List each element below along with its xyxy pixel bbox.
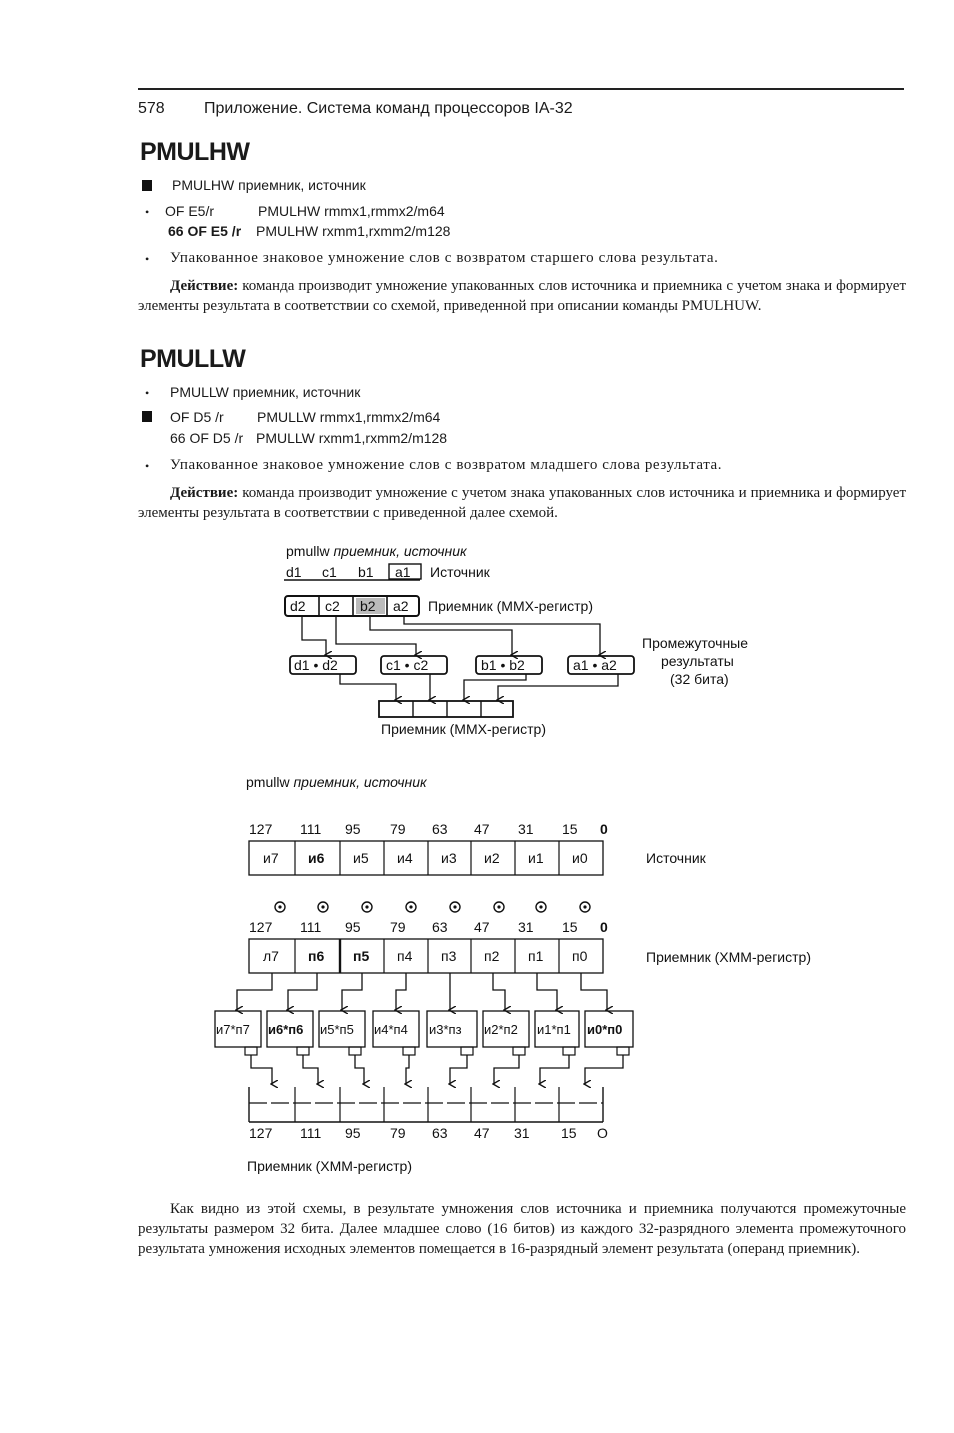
xmm-product-connectors: [237, 973, 607, 1010]
xmm-source-cell: и0: [572, 850, 588, 866]
mmx-result-label: Приемник (MMX-регистр): [381, 721, 546, 737]
dot-bullet-icon: •: [145, 386, 150, 400]
xmm-source-cell: и7: [263, 850, 279, 866]
mmx-products: [290, 656, 634, 674]
mmx-dest-row: [285, 596, 593, 616]
page-number: 578: [138, 100, 165, 117]
bit-label: 79: [390, 821, 406, 837]
xmm-source-cell: и1: [528, 850, 544, 866]
multiply-icon: [450, 902, 460, 912]
pmullw-syntax: PMULLW приемник, источник: [170, 384, 361, 400]
bit-label: 0: [600, 919, 608, 935]
mmx-source-cell: b1: [358, 564, 374, 580]
xmm-dest-cell: п2: [484, 948, 500, 964]
xmm-bit-labels-top: [249, 821, 608, 837]
mmx-intermediate-label-2: результаты: [661, 653, 734, 669]
xmm-bit-labels-mid: [249, 919, 608, 935]
mmx-source-label: Источник: [430, 564, 490, 580]
pmulhw-title: PMULHW: [140, 138, 250, 166]
xmm-result-label: Приемник (XMM-регистр): [247, 1158, 412, 1174]
xmm-source-label: Источник: [646, 850, 706, 866]
bit-label: 127: [249, 919, 273, 935]
mmx-dest-cell: a2: [393, 598, 409, 614]
xmm-source-cell: и6: [308, 850, 325, 866]
pmulhw-syntax: PMULHW приемник, источник: [172, 177, 366, 193]
bit-label: 127: [249, 1125, 273, 1141]
xmm-result-register: [249, 1087, 603, 1122]
xmm-dest-cell: л7: [263, 948, 279, 964]
mmx-connectors: [302, 616, 600, 655]
xmm-product: и2*п2: [484, 1022, 518, 1037]
pmullw-action-text: команда производит умножение с учетом знака упакованных слов источника и приемника и формирует элементы результата в соответствии с приведенной далее схемой.: [138, 485, 907, 521]
multiply-icon: [362, 902, 372, 912]
xmm-dest-register: [249, 939, 603, 973]
multiply-icon: [536, 902, 546, 912]
bit-label: 31: [514, 1125, 530, 1141]
pmulhw-instr-2: PMULHW rxmm1,rxmm2/m128: [256, 223, 451, 239]
dot-bullet-icon: •: [145, 205, 150, 219]
pmullw-instr-2: PMULLW rxmm1,rxmm2/m128: [256, 430, 448, 446]
xmm-dest-cell: п0: [572, 948, 588, 964]
mmx-intermediate-label-3: (32 бита): [670, 671, 729, 687]
xmm-bit-labels-bottom: [249, 1125, 608, 1141]
bit-label: 95: [345, 821, 361, 837]
pmullw-title: PMULLW: [140, 345, 246, 373]
xmm-products: [215, 1011, 633, 1055]
bit-label: 47: [474, 919, 490, 935]
xmm-dest-cell: п1: [528, 948, 544, 964]
dot-bullet-icon: •: [145, 252, 150, 266]
xmm-product: и3*пз: [429, 1022, 462, 1037]
xmm-dest-cell: п5: [353, 948, 370, 964]
mmx-intermediate-label-1: Промежуточные: [642, 635, 749, 651]
mmx-source-cell: d1: [286, 564, 302, 580]
xmm-product: и0*п0: [587, 1022, 623, 1037]
pmullw-action-label: Действие:: [170, 485, 239, 501]
pmulhw-opcode-1: OF E5/r: [165, 203, 215, 219]
dot-bullet-icon: •: [145, 459, 150, 473]
xmm-result-connectors: [251, 1055, 623, 1084]
xmm-product: и6*п6: [268, 1022, 304, 1037]
xmm-dest-cell: п6: [308, 948, 325, 964]
pmulhw-description: Упакованное знаковое умножение слов с возвратом старшего слова результата.: [170, 250, 719, 266]
mmx-source-row: [284, 564, 491, 580]
multiply-icon: [580, 902, 590, 912]
running-title: Приложение. Система команд процессоров IA-32: [204, 100, 573, 117]
multiply-icon: [275, 902, 285, 912]
mmx-product: c1 • c2: [386, 657, 429, 673]
bit-label: O: [597, 1125, 608, 1141]
multiply-icon: [494, 902, 504, 912]
xmm-source-cell: и3: [441, 850, 457, 866]
mmx-result-connectors: [340, 674, 618, 700]
xmm-source-register: [249, 841, 603, 875]
bit-label: 127: [249, 821, 273, 837]
bit-label: 0: [600, 821, 608, 837]
multiply-symbols: [275, 902, 590, 912]
pmulhw-instr-1: PMULHW rmmx1,rmmx2/m64: [258, 203, 445, 219]
xmm-source-cell: и4: [397, 850, 413, 866]
bit-label: 95: [345, 1125, 361, 1141]
xmm-dest-label: Приемник (XMM-регистр): [646, 949, 811, 965]
bit-label: 63: [432, 1125, 448, 1141]
pmulhw-action-text: команда производит умножение упакованных слов источника и приемника с учетом знака и формирует элементы результата в соответствии со схемой, приведенной при описании команды PMULHUW.: [138, 278, 907, 314]
mmx-dest-cell: b2: [360, 598, 376, 614]
bit-label: 47: [474, 1125, 490, 1141]
xmm-product: и5*п5: [320, 1022, 354, 1037]
bit-label: 79: [390, 919, 406, 935]
xmm-caption: pmullw приемник, источник: [246, 774, 427, 790]
pmullw-opcode-2: 66 OF D5 /r: [170, 430, 244, 446]
bit-label: 47: [474, 821, 490, 837]
bit-label: 111: [300, 1125, 322, 1141]
xmm-dest-cell: п4: [397, 948, 413, 964]
xmm-product: и4*п4: [374, 1022, 408, 1037]
pmullw-opcode-1: OF D5 /r: [170, 409, 224, 425]
closing-paragraph: Как видно из этой схемы, в результате умножения слов источника и приемника получаются промежуточные результаты размером 32 бита. Далее младшее слово (16 битов) из каждого 32-разрядного элемента промежуточного результата умножения исходных элементов помещается в 16-разрядный элемент результата (операнд приемник).: [138, 1201, 906, 1257]
bit-label: 79: [390, 1125, 406, 1141]
xmm-source-cell: и2: [484, 850, 500, 866]
pmullw-instr-1: PMULLW rmmx1,rmmx2/m64: [257, 409, 441, 425]
mmx-caption: pmullw приемник, источник: [286, 543, 467, 559]
bit-label: 111: [300, 821, 322, 837]
bit-label: 63: [432, 919, 448, 935]
pmullw-description: Упакованное знаковое умножение слов с возвратом младшего слова результата.: [170, 457, 723, 473]
xmm-dest-cell: п3: [441, 948, 457, 964]
xmm-source-cell: и5: [353, 850, 369, 866]
bit-label: 15: [561, 1125, 577, 1141]
mmx-product: d1 • d2: [294, 657, 338, 673]
mmx-dest-cell: c2: [325, 598, 340, 614]
mmx-product: a1 • a2: [573, 657, 617, 673]
mmx-result-register: [379, 701, 513, 717]
xmm-product: и1*п1: [537, 1022, 571, 1037]
bit-label: 31: [518, 919, 534, 935]
pmulhw-action-label: Действие:: [170, 278, 239, 294]
bit-label: 111: [300, 919, 322, 935]
pmulhw-opcode-2: 66 OF E5 /r: [168, 223, 242, 239]
mmx-source-cell: c1: [322, 564, 337, 580]
mmx-product: b1 • b2: [481, 657, 525, 673]
mmx-source-cell: a1: [395, 564, 411, 580]
xmm-product: и7*п7: [216, 1022, 250, 1037]
bit-label: 15: [562, 919, 578, 935]
bit-label: 15: [562, 821, 578, 837]
bit-label: 63: [432, 821, 448, 837]
bit-label: 95: [345, 919, 361, 935]
mmx-dest-label: Приемник (MMX-регистр): [428, 598, 593, 614]
multiply-icon: [318, 902, 328, 912]
mmx-dest-cell: d2: [290, 598, 306, 614]
bit-label: 31: [518, 821, 534, 837]
multiply-icon: [406, 902, 416, 912]
